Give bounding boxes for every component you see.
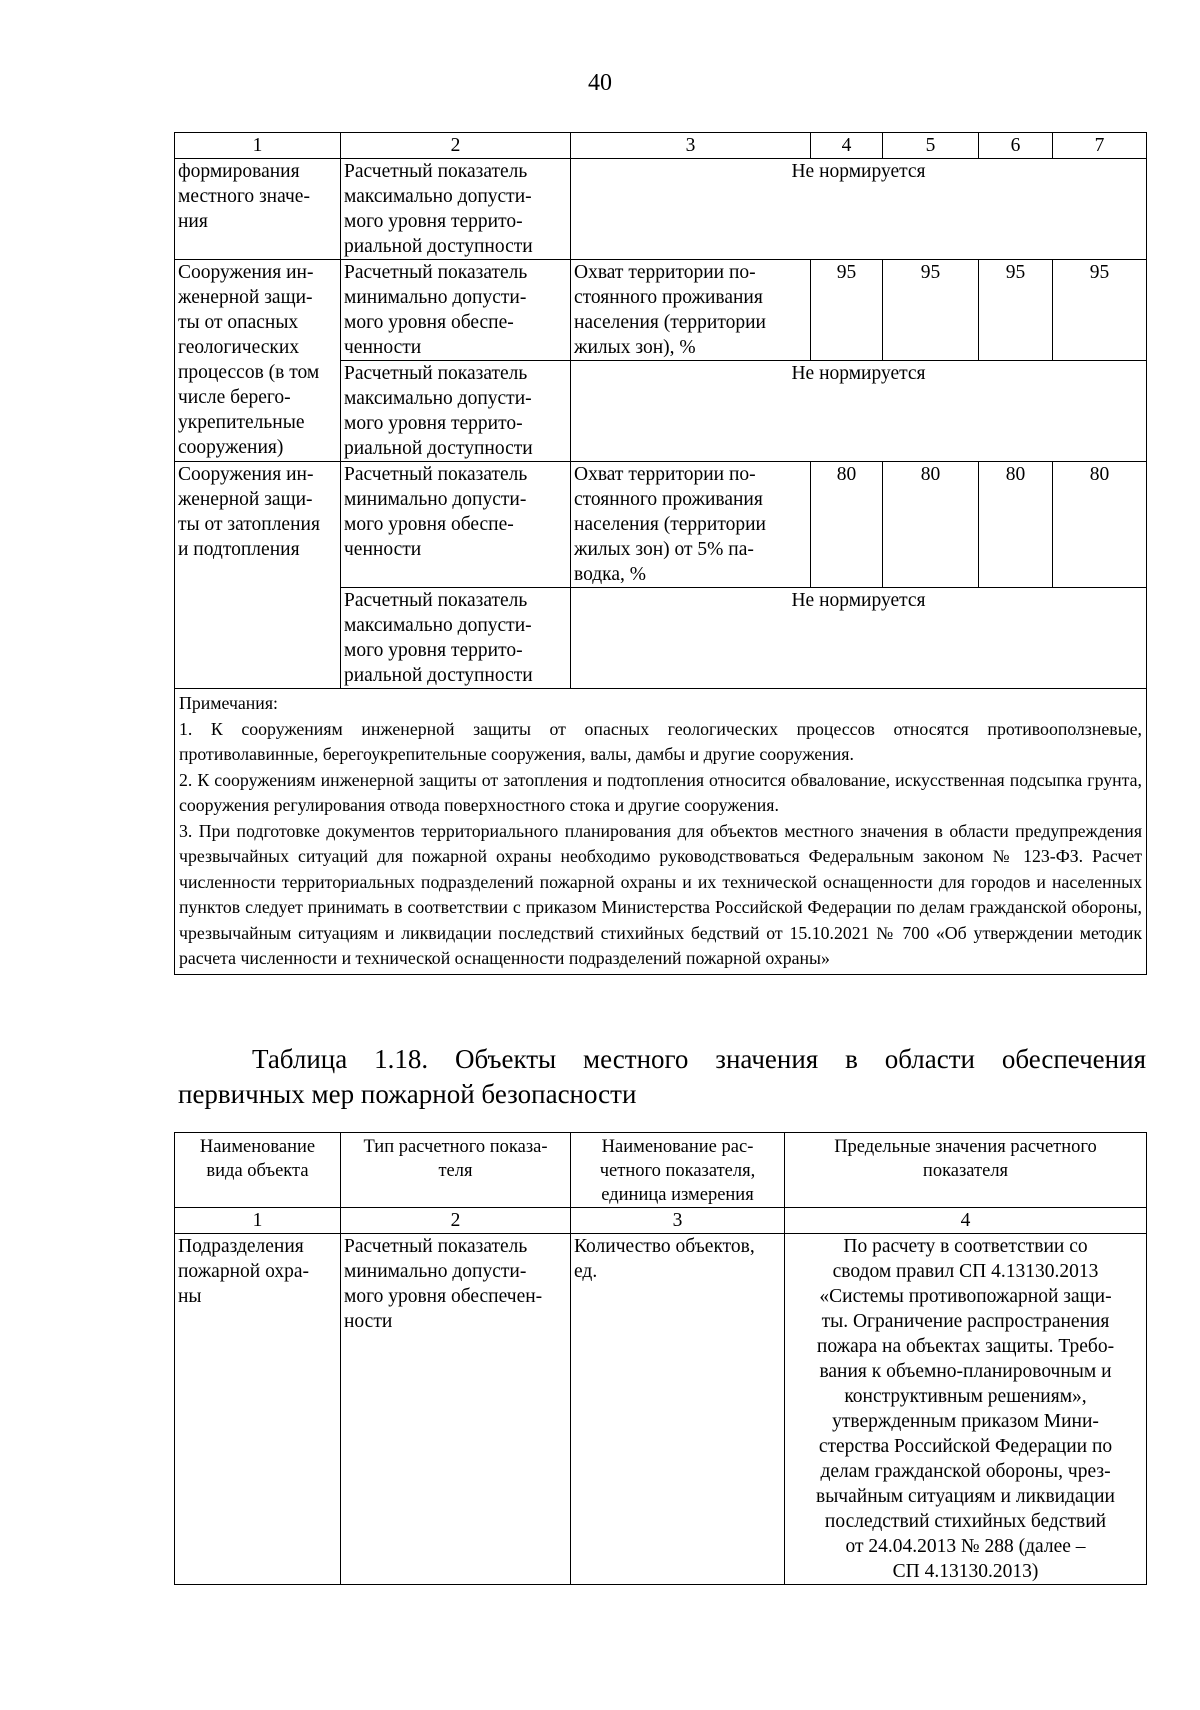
header-cell (571, 1133, 785, 1208)
text-line: ченности (344, 539, 422, 560)
text-line: Расчетный показатель (344, 464, 528, 485)
header-cell: 4 (811, 133, 883, 159)
text-line: вида объекта (206, 1161, 309, 1181)
text-line: мого уровня обеспечен- (344, 1286, 543, 1307)
text-line: единица измерения (601, 1185, 754, 1205)
value-cell: 95 (979, 260, 1053, 361)
text-line: сооружения) (178, 437, 284, 458)
text-line: от 24.04.2013 № 288 (далее – (845, 1536, 1086, 1557)
note-item: 3. При подготовке документов территориального планирования для объектов местного значения в области предупреждения чрезвычайных ситуаций для пожарной охраны необходимо руководствоваться Федеральным законом № 123-ФЗ. Расчет численности территориальных подразделений пожарной охраны и их технической оснащенности для городов и населенных пунктов следует принимать в соответствии с приказом Министерства Российской Федерации по делам гражданской обороны, чрезвычайным ситуациям и ликвидации последствий стихийных бедствий от 15.10.2021 № 700 «Об утверждении методик расчета численности и технической оснащенности подразделений пожарной охраны» (179, 820, 1142, 968)
text-line: стерства Российской Федерации по (818, 1436, 1113, 1457)
text-line: По расчету в соответствии со (843, 1236, 1088, 1257)
table-row (175, 159, 1147, 260)
text-line: Наименование рас- (601, 1137, 754, 1157)
table-header-row (175, 133, 1147, 159)
indicator-name-cell (571, 1234, 785, 1585)
header-cell: 2 (341, 133, 571, 159)
table-row (175, 462, 1147, 588)
text-line: жилых зон), % (574, 337, 696, 358)
text-line: Расчетный показатель (344, 262, 528, 283)
text-line: Тип расчетного показа- (363, 1137, 548, 1157)
text-line: сводом правил СП 4.13130.2013 (832, 1261, 1099, 1282)
text-line: вычайным ситуациям и ликвидации (816, 1486, 1115, 1507)
text-line: населения (территории (574, 514, 766, 535)
text-line: мого уровня обеспе- (344, 514, 514, 535)
text-line: пожара на объектах защиты. Требо- (816, 1336, 1115, 1357)
text-line: Сооружения ин- (178, 464, 314, 485)
header-cell: 6 (979, 133, 1053, 159)
text-line: ченности (344, 337, 422, 358)
object-cell (175, 159, 341, 260)
text-line: максимально допусти- (344, 615, 532, 636)
text-line: водка, % (574, 564, 647, 585)
text-line: Предельные значения расчетного (834, 1137, 1097, 1157)
header-cell (175, 1133, 341, 1208)
header-cell (341, 1133, 571, 1208)
header-cell: 5 (883, 133, 979, 159)
value-cell: 95 (883, 260, 979, 361)
text-line: Расчетный показатель (344, 363, 528, 384)
header-cell: 7 (1053, 133, 1147, 159)
text-line: Расчетный показатель (344, 1236, 528, 1257)
column-number: 3 (571, 1208, 785, 1234)
text-line: конструктивным решениям», (844, 1386, 1087, 1407)
table-caption (178, 1042, 1146, 1112)
text-line: мого уровня обеспе- (344, 312, 514, 333)
object-cell (175, 462, 341, 689)
text-line: максимально допусти- (344, 186, 532, 207)
text-line: населения (территории (574, 312, 766, 333)
header-cell (785, 1133, 1147, 1208)
indicator-type-cell (341, 159, 571, 260)
text-line: формирования (178, 161, 300, 182)
text-line: СП 4.13130.2013) (892, 1561, 1039, 1582)
text-line: ты от опасных (178, 312, 299, 333)
note-item: 2. К сооружениям инженерной защиты от затопления и подтопления относится обвалование, искусственная подсыпка грунта, сооружения регулирования отвода поверхностного стока и другие сооружения. (179, 769, 1142, 815)
text-line: Количество объектов, (574, 1236, 755, 1257)
object-cell (175, 260, 341, 462)
value-cell: 80 (883, 462, 979, 588)
value-cell: 80 (1053, 462, 1147, 588)
text-line: жилых зон) от 5% па- (574, 539, 754, 560)
text-line: Подразделения (178, 1236, 304, 1257)
fire-safety-table (174, 1132, 1147, 1585)
text-line: мого уровня террито- (344, 211, 523, 232)
text-line: вания к объемно-планировочным и (819, 1361, 1112, 1382)
text-line: Охват территории по- (574, 262, 756, 283)
caption-line: первичных мер пожарной безопасности (178, 1079, 637, 1109)
text-line: мого уровня террито- (344, 640, 523, 661)
text-line: числе берего- (178, 387, 291, 408)
indicator-type-cell (341, 361, 571, 462)
value-cell: 95 (811, 260, 883, 361)
text-line: ты от затопления (178, 514, 320, 535)
text-line: ты. Ограничение распространения (821, 1311, 1110, 1332)
table-header-row (175, 1133, 1147, 1208)
limit-value-cell (785, 1234, 1147, 1585)
table-row (175, 260, 1147, 361)
text-line: местного значе- (178, 186, 310, 207)
page-number: 40 (588, 70, 612, 96)
text-line: и подтопления (178, 539, 300, 560)
column-number-row (175, 1208, 1147, 1234)
text-line: ности (344, 1311, 393, 1332)
text-line: стоянного проживания (574, 287, 763, 308)
not-normalized-cell: Не нормируется (571, 588, 1147, 689)
text-line: геологических (178, 337, 300, 358)
not-normalized-cell: Не нормируется (571, 159, 1147, 260)
text-line: четного показателя, (599, 1161, 756, 1181)
table-continuation (174, 132, 1147, 975)
text-line: последствий стихийных бедствий (824, 1511, 1107, 1532)
text-line: Расчетный показатель (344, 161, 528, 182)
text-line: «Системы противопожарной защи- (819, 1286, 1112, 1307)
indicator-type-cell (341, 462, 571, 588)
text-line: минимально допусти- (344, 287, 527, 308)
column-number: 4 (785, 1208, 1147, 1234)
text-line: ед. (574, 1261, 598, 1282)
table-row (175, 1234, 1147, 1585)
text-line: максимально допусти- (344, 388, 532, 409)
text-line: Сооружения ин- (178, 262, 314, 283)
note-item: 1. К сооружениям инженерной защиты от опасных геологических процессов относятся противооползневые, противолавинные, берегоукрепительные сооружения, валы, дамбы и другие сооружения. (179, 718, 1142, 764)
text-line: мого уровня террито- (344, 413, 523, 434)
object-cell (175, 1234, 341, 1585)
indicator-name-cell (571, 462, 811, 588)
indicator-type-cell (341, 260, 571, 361)
text-line: ны (178, 1286, 202, 1307)
column-number: 2 (341, 1208, 571, 1234)
text-line: Охват территории по- (574, 464, 756, 485)
text-line: процессов (в том (178, 362, 320, 383)
notes-title: Примечания: (179, 693, 278, 713)
value-cell: 80 (811, 462, 883, 588)
header-cell: 1 (175, 133, 341, 159)
text-line: ния (178, 211, 208, 232)
text-line: укрепительные (178, 412, 305, 433)
text-line: женерной защи- (178, 489, 313, 510)
text-line: минимально допусти- (344, 1261, 527, 1282)
text-line: женерной защи- (178, 287, 313, 308)
text-line: утвержденным приказом Мини- (832, 1411, 1099, 1432)
caption-line: Таблица 1.18. Объекты местного значения в области обеспечения (252, 1044, 1146, 1074)
text-line: стоянного проживания (574, 489, 763, 510)
value-cell: 95 (1053, 260, 1147, 361)
header-cell: 3 (571, 133, 811, 159)
text-line: пожарной охра- (178, 1261, 309, 1282)
text-line: Наименование (199, 1137, 316, 1157)
not-normalized-cell: Не нормируется (571, 361, 1147, 462)
indicator-name-cell (571, 260, 811, 361)
text-line: риальной доступности (344, 438, 533, 459)
text-line: риальной доступности (344, 236, 533, 257)
text-line: теля (438, 1161, 473, 1181)
notes-row (175, 689, 1147, 975)
indicator-type-cell (341, 1234, 571, 1585)
indicator-type-cell (341, 588, 571, 689)
text-line: делам гражданской обороны, чрез- (820, 1461, 1111, 1482)
notes-cell (175, 689, 1147, 975)
column-number: 1 (175, 1208, 341, 1234)
value-cell: 80 (979, 462, 1053, 588)
text-line: Расчетный показатель (344, 590, 528, 611)
text-line: показателя (922, 1161, 1009, 1181)
text-line: риальной доступности (344, 665, 533, 686)
text-line: минимально допусти- (344, 489, 527, 510)
